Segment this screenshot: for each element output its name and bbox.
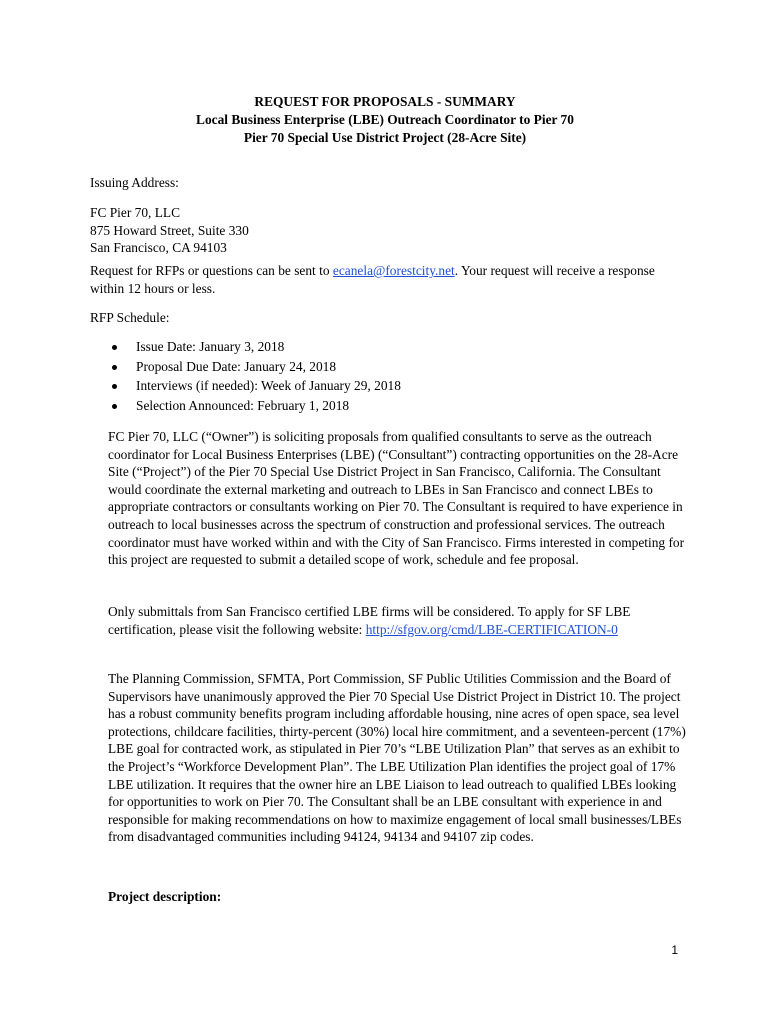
- heading-subtitle: Local Business Enterprise (LBE) Outreach Coordinator to Pier 70: [196, 112, 574, 127]
- heading-title: REQUEST FOR PROPOSALS - SUMMARY: [254, 94, 516, 109]
- issuing-address: [90, 204, 690, 257]
- heading-project: Pier 70 Special Use District Project (28-Acre Site): [243, 130, 527, 145]
- bullet-icon: [112, 345, 117, 350]
- project-approval-paragraph: The Planning Commission, SFMTA, Port Commission, SF Public Utilities Commission and the Board of Supervisors have unanimously approved the Pier 70 Special Use District Project in District 10. The project has a robust community benefits program including affordable housing, nine acres of open space, sea level protections, childcare facilities, thirty-percent (30%) local hire commitment, and a seventeen-percent (17%) LBE goal for contracted work, as stipulated in Pier 70’s “LBE Utilization Plan” that serves as an exhibit to the Project’s “Workforce Development Plan”. The LBE Utilization Plan identifies the project goal of 17% LBE utilization. It requires that the owner hire an LBE Liaison to lead outreach to qualified LBEs looking for opportunities to work on Pier 70. The Consultant shall be an LBE consultant with experience in and responsible for making recommendations on how to maximize engagement of local small businesses/LBEs from disadvantaged communities including 94124, 94134 and 94107 zip codes.: [108, 671, 686, 845]
- lbe-certification-link[interactable]: http://sfgov.org/cmd/LBE-CERTIFICATION-0: [365, 621, 618, 637]
- list-item: Proposal Due Date: January 24, 2018: [108, 357, 401, 377]
- certification-paragraph: [108, 603, 688, 638]
- issuing-city: San Francisco, CA 94103: [90, 240, 227, 256]
- request-text-after: . Your request will receive a response within 12 hours or less.: [90, 263, 655, 296]
- bullet-icon: [112, 404, 117, 409]
- page-number: 1: [671, 943, 678, 957]
- issuing-name: FC Pier 70, LLC: [90, 205, 181, 220]
- issuing-address-label: Issuing Address:: [90, 175, 179, 190]
- project-description-heading: Project description:: [108, 889, 222, 904]
- issuing-street: 875 Howard Street, Suite 330: [90, 222, 249, 238]
- solicitation-paragraph: FC Pier 70, LLC (“Owner”) is soliciting proposals from qualified consultants to serve as the outreach coordinator for Local Business Enterprises (LBE) (“Consultant”) contracting opportunities on the 28-Acre Site (“Project”) of the Pier 70 Special Use District Project in San Francisco, California. The Consultant would coordinate the external marketing and outreach to LBEs in San Francisco and connect LBEs to appropriate contractors or consultants working on Pier 70. The Consultant is required to have experience in outreach to local businesses across the spectrum of construction and professional services. The outreach coordinator must have worked within and with the City of San Francisco. Firms interested in competing for this project are requested to submit a detailed scope of work, schedule and fee proposal.: [108, 429, 685, 568]
- request-text-before: Request for RFPs or questions can be sent to: [90, 263, 333, 278]
- list-item: Issue Date: January 3, 2018: [108, 337, 401, 357]
- rfp-schedule-list: [108, 337, 401, 415]
- list-item: Interviews (if needed): Week of January 29, 2018: [108, 376, 401, 396]
- bullet-icon: [112, 384, 117, 389]
- request-paragraph: [90, 262, 690, 297]
- bullet-icon: [112, 365, 117, 370]
- certification-text: Only submittals from San Francisco certified LBE firms will be considered. To apply for SF LBE certification, please visit the following website:: [108, 604, 631, 637]
- document-heading: [0, 93, 770, 147]
- rfp-schedule-label: RFP Schedule:: [90, 310, 170, 325]
- list-item: Selection Announced: February 1, 2018: [108, 396, 401, 416]
- contact-email-link[interactable]: ecanela@forestcity.net: [332, 263, 455, 278]
